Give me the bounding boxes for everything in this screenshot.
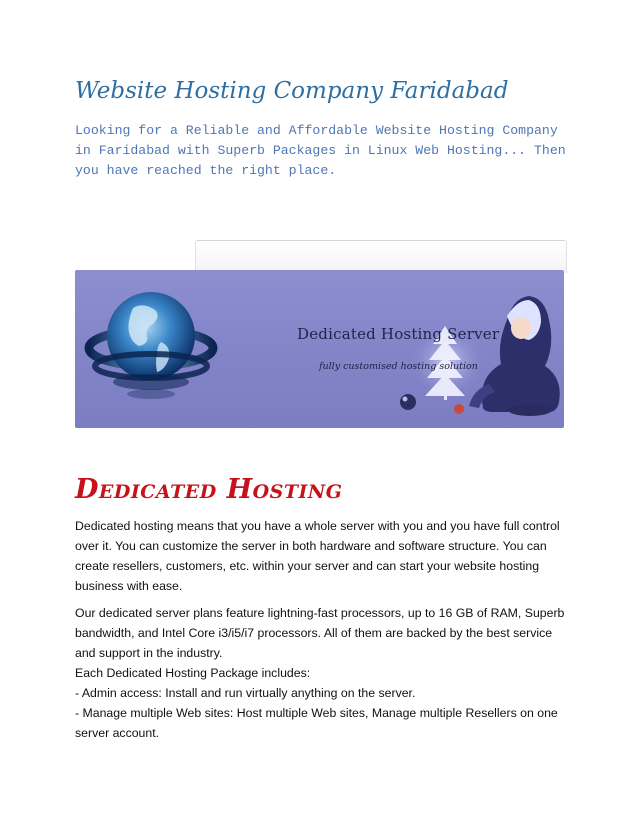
paragraph-overview: Dedicated hosting means that you have a whole server with you and you have full control over it. You can customize the server in both hardware and software structure. You can create resellers, customers, etc. within your server and can start your website hosting business with ease.	[75, 519, 560, 593]
paragraph-features: Our dedicated server plans feature lightning-fast processors, up to 16 GB of RAM, Superb bandwidth, and Intel Core i3/i5/i7 processors. All of them are backed by the best service and support in the industry.	[75, 606, 565, 660]
intro-text: Looking for a Reliable and Affordable Website Hosting Company in Faridabad with Superb Packages in Linux Web Hosting... Then you have reached the right place.	[75, 123, 566, 178]
package-list	[75, 663, 567, 743]
ornament-ball-icon	[400, 394, 416, 410]
banner-artwork	[75, 270, 564, 428]
section-heading: Dedicated Hosting	[75, 474, 343, 505]
globe-icon	[89, 292, 213, 399]
banner-frame	[195, 240, 567, 273]
banner-tagline: fully customised hosting solution	[319, 361, 478, 372]
list-item: - Manage multiple Web sites: Host multiple Web sites, Manage multiple Resellers on one server account.	[75, 706, 558, 740]
package-intro: Each Dedicated Hosting Package includes:	[75, 666, 311, 680]
list-item: - Admin access: Install and run virtually anything on the server.	[75, 686, 416, 700]
banner-image	[75, 270, 564, 428]
page-title: Website Hosting Company Faridabad	[75, 78, 509, 104]
banner-headline: Dedicated Hosting Server	[297, 325, 500, 343]
